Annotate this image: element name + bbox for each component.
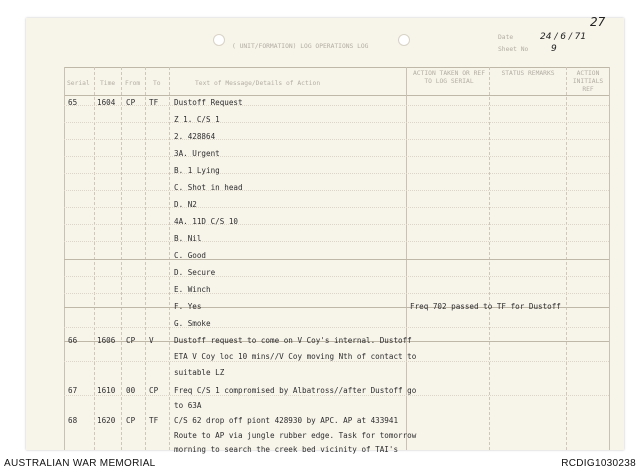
log-title: ( UNIT/FORMATION) LOG OPERATIONS LOG bbox=[232, 43, 369, 50]
entry-action: Freq 702 passed to TF for Dustoff bbox=[410, 301, 561, 311]
entry-time: 1620 bbox=[97, 416, 116, 426]
entry-from: CP bbox=[126, 98, 136, 107]
entry-line: ETA V Coy loc 10 mins//V Coy moving Nth of contact to bbox=[174, 351, 417, 361]
col-header-status: STATUS REMARKS bbox=[501, 70, 555, 77]
entry-time: 1604 bbox=[97, 98, 116, 107]
row-rule bbox=[64, 139, 609, 140]
col-header-time: Time bbox=[100, 80, 116, 87]
entry-line: 3A. Urgent bbox=[174, 148, 220, 158]
col-header-action: ACTION TAKEN OR REF TO LOG SERIAL bbox=[412, 70, 486, 85]
date-label: Date bbox=[498, 34, 514, 41]
entry-line: 2. 428864 bbox=[174, 131, 216, 141]
entry-serial: 67 bbox=[68, 385, 78, 395]
col-divider bbox=[609, 67, 610, 450]
row-rule bbox=[64, 173, 609, 174]
entry-line: suitable LZ bbox=[174, 368, 225, 378]
punch-hole-right bbox=[398, 34, 410, 46]
row-rule bbox=[64, 105, 609, 106]
page-number: 27 bbox=[590, 15, 606, 29]
entry-serial: 68 bbox=[68, 416, 78, 426]
col-header-text: Text of Message/Details of Action bbox=[195, 80, 321, 87]
entry-serial: 65 bbox=[68, 98, 78, 107]
entry-from: CP bbox=[126, 416, 136, 426]
col-header-serial: Serial bbox=[67, 80, 90, 87]
entry-line: C. Good bbox=[174, 250, 207, 260]
entry-from: CP bbox=[126, 335, 136, 345]
sheet-value: 9 bbox=[551, 44, 557, 54]
entry-line: C/S 62 drop off piont 428930 by APC. AP at 433941 bbox=[174, 416, 399, 426]
entry-line: B. 1 Lying bbox=[174, 165, 220, 175]
entry-separator bbox=[64, 259, 609, 260]
date-value: 24 / 6 / 71 bbox=[540, 32, 587, 42]
entry-to: CP bbox=[149, 385, 159, 395]
col-header-initials: ACTION INITIALS REF bbox=[572, 70, 604, 93]
punch-hole-left bbox=[213, 34, 225, 46]
entry-time: 1610 bbox=[97, 385, 116, 395]
entry-line: G. Smoke bbox=[174, 318, 211, 328]
row-rule bbox=[64, 241, 609, 242]
entry-line: Dustoff request to come on V Coy's internal. Dustoff bbox=[174, 335, 412, 345]
row-rule bbox=[64, 224, 609, 225]
entry-from: 00 bbox=[126, 385, 136, 395]
entry-line: Route to AP via jungle rubber edge. Task for tomorrow bbox=[174, 430, 417, 440]
entry-line: E. Winch bbox=[174, 284, 211, 294]
entry-line: D. Secure bbox=[174, 267, 216, 277]
row-rule bbox=[64, 156, 609, 157]
row-rule bbox=[64, 207, 609, 208]
sheet-label: Sheet No bbox=[498, 46, 529, 53]
entry-line: C. Shot in head bbox=[174, 182, 243, 192]
row-rule bbox=[64, 190, 609, 191]
footer-right: RCDIG1030238 bbox=[561, 458, 636, 469]
entry-line: D. N2 bbox=[174, 199, 197, 209]
row-rule bbox=[64, 276, 609, 277]
entry-line: 4A. 11D C/S 10 bbox=[174, 216, 239, 226]
entry-line: to 63A bbox=[174, 401, 202, 411]
entry-to: TF bbox=[149, 416, 159, 426]
entry-line: morning to search the creek bed vicinity of TAI's bbox=[174, 445, 399, 454]
entry-line: B. Nil bbox=[174, 233, 202, 243]
entry-line: F. Yes bbox=[174, 301, 202, 311]
col-header-to: To bbox=[153, 80, 161, 87]
col-header-from: From bbox=[125, 80, 141, 87]
entry-line: Freq C/S 1 compromised by Albatross//after Dustoff go bbox=[174, 385, 417, 395]
footer-left: AUSTRALIAN WAR MEMORIAL bbox=[4, 458, 156, 469]
row-rule bbox=[64, 122, 609, 123]
entry-time: 1606 bbox=[97, 335, 116, 345]
row-rule bbox=[64, 293, 609, 294]
entry-to: V bbox=[149, 335, 154, 345]
entry-line: Z 1. C/S 1 bbox=[174, 114, 220, 124]
entry-serial: 66 bbox=[68, 335, 78, 345]
entry-line: Dustoff Request bbox=[174, 98, 243, 107]
entry-to: TF bbox=[149, 98, 159, 107]
row-rule bbox=[64, 327, 609, 328]
